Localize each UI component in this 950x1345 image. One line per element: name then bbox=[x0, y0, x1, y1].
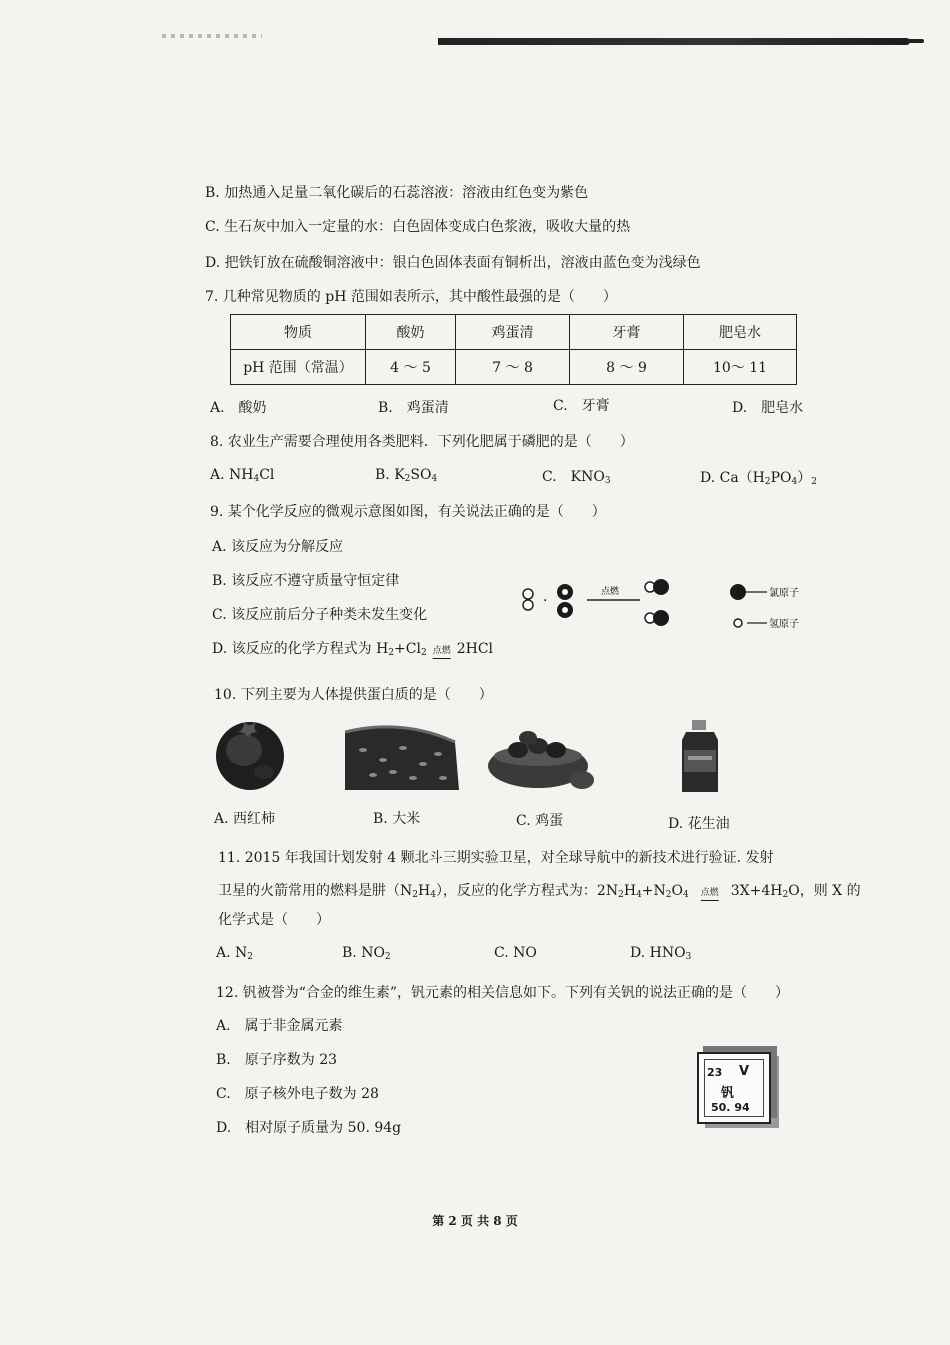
q8-option-c: C. $KNO_3$ bbox=[542, 469, 611, 486]
hydrogen-atom bbox=[523, 589, 533, 599]
element-symbol: V bbox=[739, 1064, 750, 1079]
ph-table-header: 鸡蛋清 bbox=[456, 315, 570, 350]
q11-option-a: A. $N_2$ bbox=[216, 945, 253, 962]
q8-option-a: A. $NH_4Cl$ bbox=[210, 467, 275, 484]
atom-highlight bbox=[562, 607, 568, 613]
tomato-image bbox=[214, 716, 286, 792]
ph-table-cell: 4 ～ 5 bbox=[366, 350, 456, 385]
element-name: 钒 bbox=[721, 1086, 735, 1101]
chlorine-atom bbox=[653, 610, 669, 626]
legend-hydrogen-icon bbox=[734, 619, 742, 627]
q11-option-c: C. NO bbox=[494, 945, 537, 961]
eggs-image bbox=[484, 722, 604, 794]
legend-hydrogen-label: 氢原子 bbox=[769, 619, 799, 630]
q7-option-b: B. 鸡蛋清 bbox=[378, 400, 449, 416]
scan-mark bbox=[162, 34, 262, 38]
q8-option-d: D. $Ca(H_2PO_4)_2$ bbox=[700, 470, 818, 487]
q7-option-d: D. 肥皂水 bbox=[732, 400, 804, 416]
rice-image bbox=[343, 720, 461, 792]
element-number: 23 bbox=[707, 1066, 723, 1079]
plus-sign: · bbox=[543, 593, 548, 609]
q7-option-c: C. 牙膏 bbox=[553, 398, 610, 414]
hydrogen-atom bbox=[523, 600, 533, 610]
q7-stem: 7. 几种常见物质的 pH 范围如表所示，其中酸性最强的是（ ） bbox=[205, 289, 617, 305]
q11-line-2: 卫星的火箭常用的燃料是肼$(N_2H_4)$，反应的化学方程式为：$2N_2H_4+N_2O_4$ 点燃 $3X+4H_2O$，则 X 的 bbox=[218, 883, 861, 900]
q8-option-b: B. $K_2SO_4$ bbox=[375, 467, 438, 484]
q6-option-b: B. 加热通入足量二氧化碳后的石蕊溶液：溶液由红色变为紫色 bbox=[205, 185, 589, 201]
q10-stem: 10. 下列主要为人体提供蛋白质的是（ ） bbox=[214, 687, 493, 703]
reaction-diagram bbox=[515, 572, 815, 636]
ph-table bbox=[230, 314, 797, 385]
ph-table-header: 肥皂水 bbox=[684, 315, 797, 350]
q9-option-b: B. 该反应不遵守质量守恒定律 bbox=[212, 573, 400, 589]
ph-table-header: 物质 bbox=[231, 315, 366, 350]
atom-highlight bbox=[562, 589, 568, 595]
scan-edge-bar bbox=[438, 38, 910, 45]
peanut-oil-image bbox=[678, 718, 722, 794]
q10-option-b: B. 大米 bbox=[373, 811, 421, 827]
q11-line-1: 11. 2015 年我国计划发射 4 颗北斗三期实验卫星，对全球导航中的新技术进行验证. 发射 bbox=[218, 850, 774, 866]
q11-option-d: D. $HNO_3$ bbox=[630, 945, 692, 962]
q11-option-b: B. $NO_2$ bbox=[342, 945, 391, 962]
legend-chlorine-label: 氯原子 bbox=[769, 588, 799, 599]
legend-chlorine-icon bbox=[730, 584, 746, 600]
q9-option-d: D. 该反应的化学方程式为 $H_2+Cl_2$ 点燃 2HCl bbox=[212, 641, 494, 658]
ph-table-cell: 8 ～ 9 bbox=[570, 350, 684, 385]
q10-option-a: A. 西红柿 bbox=[214, 811, 276, 827]
element-mass: 50. 94 bbox=[711, 1101, 750, 1114]
q7-option-a: A. 酸奶 bbox=[210, 400, 267, 416]
reaction-condition: 点燃 bbox=[601, 587, 620, 597]
page-number: 第 2 页 共 8 页 bbox=[432, 1214, 518, 1228]
q9-option-a: A. 该反应为分解反应 bbox=[212, 539, 344, 555]
q10-option-d: D. 花生油 bbox=[668, 816, 730, 832]
q6-option-c: C. 生石灰中加入一定量的水：白色固体变成白色浆液，吸收大量的热 bbox=[205, 219, 631, 235]
q9-stem: 9. 某个化学反应的微观示意图如图，有关说法正确的是（ ） bbox=[210, 504, 606, 520]
ph-table-cell: 7 ～ 8 bbox=[456, 350, 570, 385]
vanadium-element-card bbox=[697, 1052, 771, 1124]
q12-option-a: A. 属于非金属元素 bbox=[216, 1018, 343, 1034]
q12-option-c: C. 原子核外电子数为 28 bbox=[216, 1086, 379, 1102]
ph-table-header: 酸奶 bbox=[366, 315, 456, 350]
q12-stem: 12. 钒被誉为“合金的维生素”，钒元素的相关信息如下。下列有关钒的说法正确的是（ ） bbox=[216, 985, 790, 1001]
q12-option-d: D. 相对原子质量为 50. 94g bbox=[216, 1120, 402, 1136]
q10-option-c: C. 鸡蛋 bbox=[516, 813, 564, 829]
q11-line-3: 化学式是（ ） bbox=[218, 912, 330, 928]
ph-table-cell: pH 范围（常温） bbox=[231, 350, 366, 385]
ph-table-cell: 10～ 11 bbox=[684, 350, 797, 385]
chlorine-atom bbox=[653, 579, 669, 595]
q9-option-c: C. 该反应前后分子种类未发生变化 bbox=[212, 607, 428, 623]
ph-table-header: 牙膏 bbox=[570, 315, 684, 350]
q6-option-d: D. 把铁钉放在硫酸铜溶液中：银白色固体表面有铜析出，溶液由蓝色变为浅绿色 bbox=[205, 255, 701, 271]
q12-option-b: B. 原子序数为 23 bbox=[216, 1052, 338, 1068]
ph-table-row bbox=[231, 350, 797, 385]
ph-table-header-row bbox=[231, 315, 797, 350]
q8-stem: 8. 农业生产需要合理使用各类肥料．下列化肥属于磷肥的是（ ） bbox=[210, 434, 634, 450]
